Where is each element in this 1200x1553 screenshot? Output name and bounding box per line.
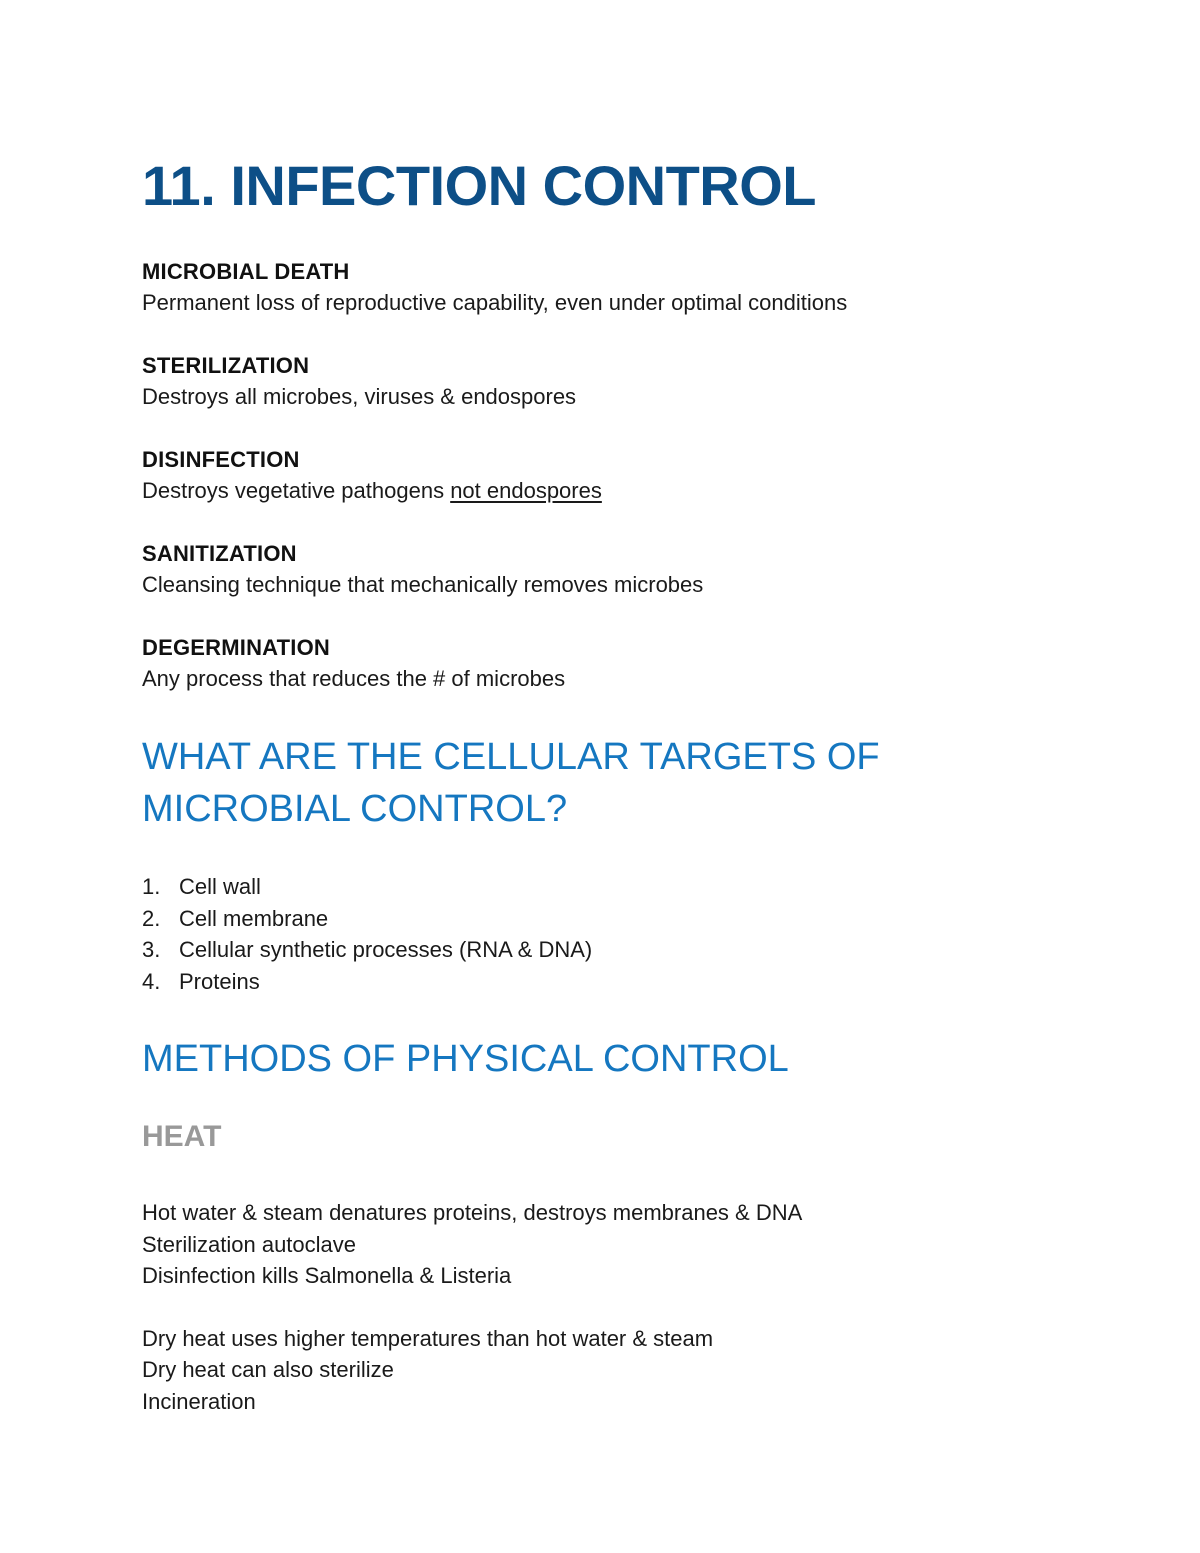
list-number: 2. (142, 905, 161, 931)
term-disinfection (142, 445, 1102, 507)
term-definition: Any process that reduces the # of microbes (142, 666, 566, 691)
term-label: MICROBIAL DEATH (142, 259, 350, 284)
cellular-targets-list (142, 871, 1102, 997)
term-label: STERILIZATION (142, 353, 310, 378)
list-number: 3. (142, 937, 161, 962)
text-line: Dry heat can also sterilize (142, 1357, 394, 1382)
list-text: Cell membrane (179, 905, 329, 931)
heading-line: MICROBIAL CONTROL? (142, 788, 568, 830)
term-microbial-death (142, 257, 1102, 319)
text-line: Sterilization autoclave (142, 1231, 357, 1257)
text-line: Incineration (142, 1388, 256, 1414)
text-line: Hot water & steam denatures proteins, destroys membranes & DNA (142, 1200, 803, 1225)
term-sanitization (142, 539, 1102, 601)
list-text: Cellular synthetic processes (RNA & DNA) (179, 937, 593, 962)
section-heading-physical-control: METHODS OF PHYSICAL CONTROL (142, 1038, 789, 1080)
heat-paragraph-1 (142, 1197, 1102, 1292)
definition-text: Destroys vegetative pathogens (142, 478, 451, 503)
list-text: Cell wall (179, 874, 261, 899)
list-number: 1. (142, 874, 161, 899)
list-item (142, 966, 1102, 998)
list-item (142, 934, 1102, 966)
section-heading-cellular-targets (142, 731, 1102, 835)
document-page (142, 150, 1102, 1417)
list-number: 4. (142, 968, 161, 994)
list-item (142, 871, 1102, 903)
text-line: Dry heat uses higher temperatures than hot water & steam (142, 1325, 714, 1351)
page-title: 11. INFECTION CONTROL (142, 154, 816, 217)
heading-line: WHAT ARE THE CELLULAR TARGETS OF (142, 736, 880, 778)
term-definition: Cleansing technique that mechanically removes microbes (142, 572, 704, 597)
list-item (142, 903, 1102, 935)
term-definition (142, 475, 1102, 507)
subheading-heat: HEAT (142, 1120, 222, 1153)
term-degermination (142, 633, 1102, 695)
term-label: DEGERMINATION (142, 635, 330, 660)
list-text: Proteins (179, 968, 260, 994)
underlined-text: not endospores (450, 478, 602, 503)
text-line: Disinfection kills Salmonella & Listeria (142, 1263, 512, 1288)
term-label: SANITIZATION (142, 541, 297, 566)
term-definition: Destroys all microbes, viruses & endospores (142, 384, 577, 409)
term-definition: Permanent loss of reproductive capability, even under optimal conditions (142, 290, 848, 315)
term-sterilization (142, 351, 1102, 413)
term-label: DISINFECTION (142, 447, 300, 472)
heat-paragraph-2 (142, 1323, 1102, 1418)
